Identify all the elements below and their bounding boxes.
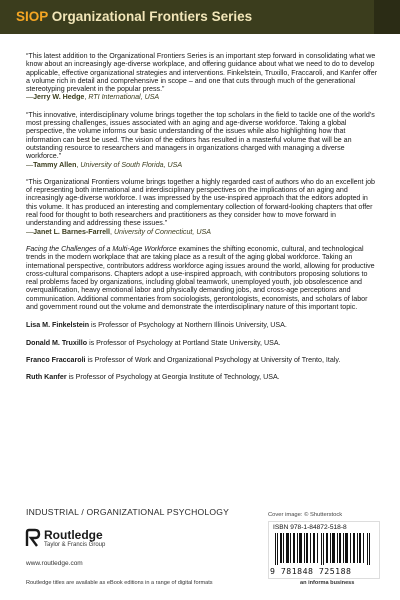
editor-name: Lisa M. Finkelstein	[26, 321, 90, 330]
quote-attribution: —Jerry W. Hedge, RTI International, USA	[26, 93, 160, 102]
header-accent	[374, 0, 400, 34]
quote-attribution: —Janet L. Barnes-Farrell, University of Connecticut, USA	[26, 227, 211, 236]
subject-category: INDUSTRIAL / ORGANIZATIONAL PSYCHOLOGY	[26, 507, 230, 517]
endorser-affiliation: RTI International, USA	[88, 93, 160, 102]
endorsement-quote	[26, 52, 378, 102]
editor-bio-text: is Professor of Work and Organizational Psychology at University of Trento, Italy.	[85, 355, 341, 364]
endorsement-quote	[26, 111, 378, 169]
quote-text: “This Organizational Frontiers volume brings together a highly regarded cast of authors who do an excellent job of representing both international and interdisciplinary perspectives on the implications of an aging and increasingly age-diverse workforce. I was impressed by the use-inspired approach that the editors adopted in this volume. It has produced an interesting and complementary collection of forward-looking chapters that offer real food for thought to both researchers and practitioners as they consider how to move forward in understanding and addressing these issues.”	[26, 177, 375, 228]
editor-bio-text: is Professor of Psychology at Northern Illinois University, USA.	[89, 321, 287, 330]
publisher-group: Taylor & Francis Group	[44, 542, 106, 548]
informa-business	[300, 580, 354, 586]
isbn-number: ISBN 978-1-84872-518-8	[273, 524, 347, 531]
editor-bio-text: is Professor of Psychology at Portland State University, USA.	[87, 338, 281, 347]
editor-bio-text: is Professor of Psychology at Georgia Institute of Technology, USA.	[66, 373, 280, 382]
endorser-name: Janet L. Barnes-Farrell	[33, 227, 110, 236]
series-header	[0, 0, 400, 34]
endorser-affiliation: University of Connecticut, USA	[113, 227, 211, 236]
description-text: examines the shifting economic, cultural, and technological trends in the modern workplace that are taking place as a result of the aging global workforce. Taking an international perspective, contributors address workforce aging issues around the world, allowing for productive cross-cultural comparisons. Chapters adopt a use-inspired approach, with contributors proposing solutions to real problems faced by organizations, including global teamwork, unemployed youth, job obsolescence and overqualification, heavy emotional labor and physically demanding jobs, and cross-age perceptions and communication. Additional commentaries from sociologists, gerontologists, economists, and scholars of labor and government round out the volume and demonstrate the interdisciplinary nature of this important topic.	[26, 244, 375, 312]
cover-image-credit: Cover image: © Shutterstock	[268, 512, 343, 518]
editor-name: Donald M. Truxillo	[26, 338, 88, 347]
series-name: Organizational Frontiers Series	[51, 9, 253, 24]
book-title: Facing the Challenges of a Multi-Age Workforce	[26, 244, 177, 253]
publisher-name: Routledge	[44, 528, 103, 542]
back-cover-content	[26, 52, 378, 391]
quote-text: “This latest addition to the Organizational Frontiers Series is an important step forward in consolidating what we know about an increasingly age-diverse workplace, and offering guidance about what we need to do to develop applicable, effective organizational strategies and interventions. Finkelstein, Truxillo, Fraccaroli, and Kanfer offer a volume rich in detail and comprehensive in scope – and one that cuts through much of the generational stereotyping prevalent in the popular press.”	[26, 52, 378, 94]
editor-bio	[26, 321, 378, 329]
endorser-affiliation: University of South Florida, USA	[80, 160, 183, 169]
editor-bio	[26, 356, 378, 364]
isbn-barcode-box	[268, 521, 380, 579]
siop-brand: SIOP	[16, 9, 49, 24]
barcode-icon	[273, 533, 373, 565]
endorsement-quote	[26, 178, 378, 236]
ebook-note: Routledge titles are available as eBook editions in a range of digital formats	[26, 580, 213, 586]
book-description	[26, 245, 378, 311]
endorser-name: Jerry W. Hedge	[33, 93, 85, 102]
informa-text: an informa business	[300, 580, 355, 586]
publisher-website: www.routledge.com	[26, 560, 83, 567]
series-title	[16, 9, 252, 24]
barcode-number: 9 781848 725188	[270, 566, 352, 576]
editor-bio	[26, 373, 378, 381]
routledge-logo-icon	[24, 528, 42, 548]
quote-text: “This innovative, interdisciplinary volume brings together the top scholars in the field to tackle one of the world’s most pressing challenges, issues associated with an aging and age-diverse workforce. Taking a global perspective, the volume informs our basic understanding of the issues while also highlighting how that information can best be used. The vision of the editors has resulted in a masterful volume that will be an outstanding resource to researchers and managers in organizations charged with managing a diverse workforce.”	[26, 110, 375, 161]
endorser-name: Tammy Allen	[33, 160, 77, 169]
editor-bio	[26, 339, 378, 347]
editor-name: Franco Fraccaroli	[26, 355, 86, 364]
editor-name: Ruth Kanfer	[26, 373, 67, 382]
quote-attribution: —Tammy Allen, University of South Florida, USA	[26, 160, 183, 169]
